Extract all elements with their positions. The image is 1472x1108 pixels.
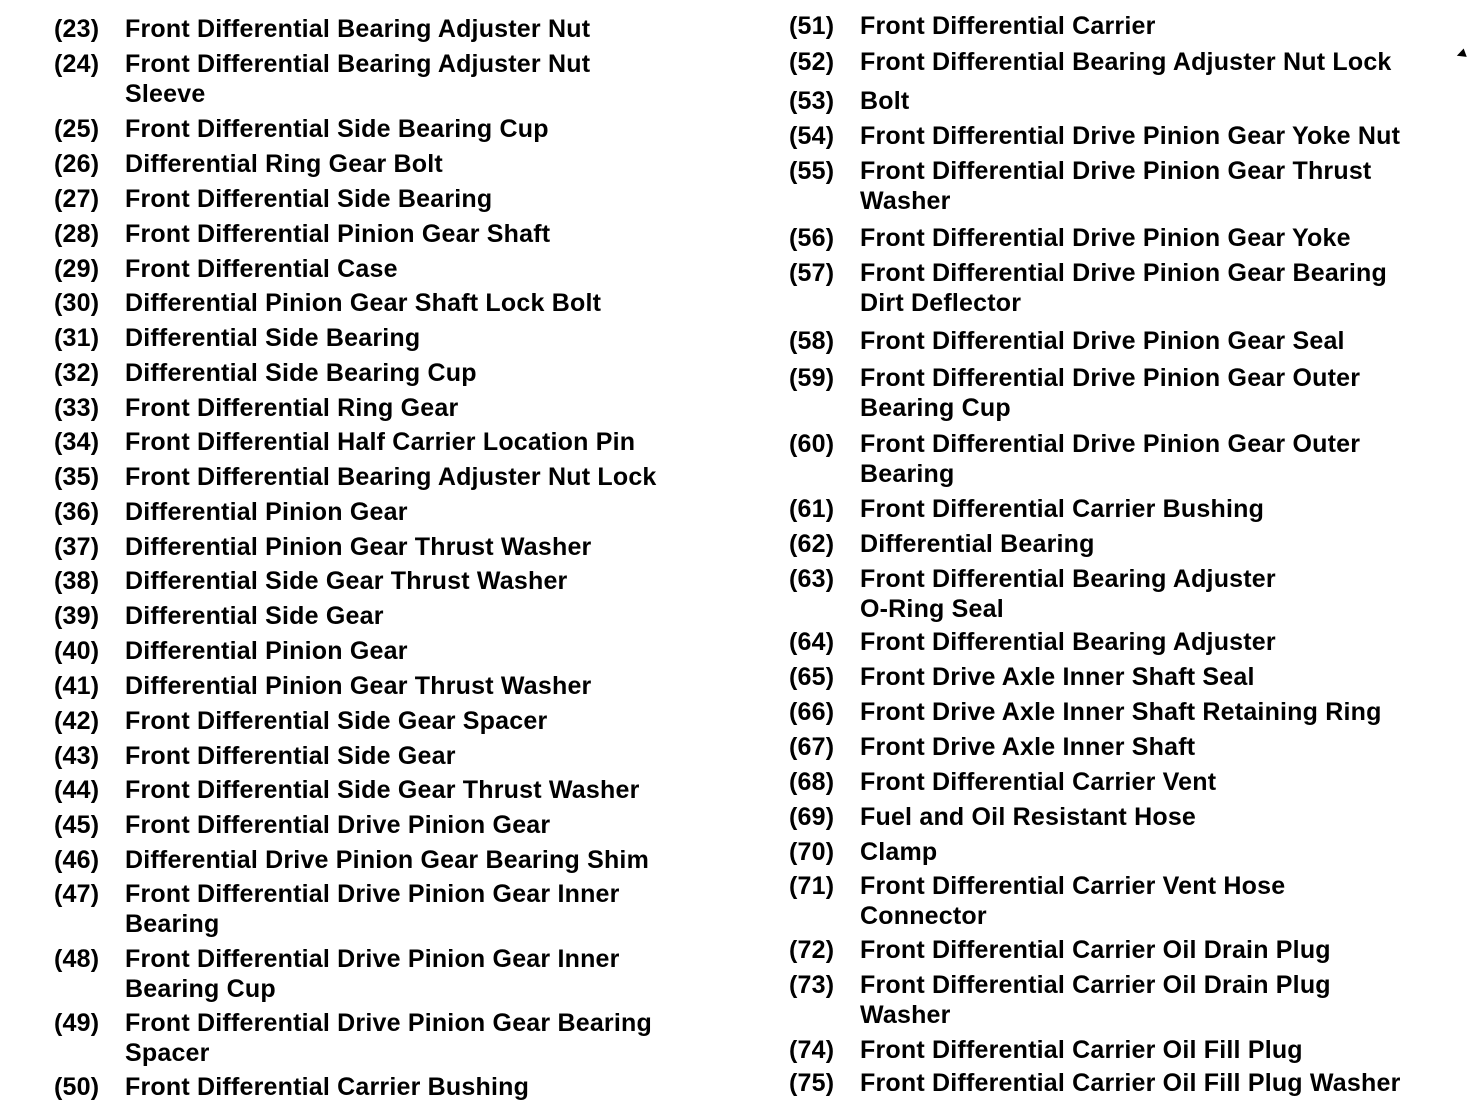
item-number: (48)	[54, 945, 100, 973]
item-number: (40)	[54, 637, 100, 665]
item-description: Differential Side Gear	[125, 602, 384, 630]
item-number: (51)	[789, 12, 835, 40]
list-item	[54, 49, 590, 109]
item-number: (67)	[789, 733, 835, 761]
item-number: (31)	[54, 324, 100, 352]
list-item	[54, 149, 443, 179]
item-number: (73)	[789, 971, 835, 999]
item-number: (32)	[54, 359, 100, 387]
list-item	[54, 1072, 529, 1102]
item-number: (47)	[54, 880, 100, 908]
list-item	[54, 845, 649, 875]
item-description: Front Differential Bearing Adjuster Nut Sleeve	[125, 50, 591, 108]
item-number: (23)	[54, 15, 100, 43]
item-description: Front Differential Carrier Oil Drain Plug	[860, 936, 1331, 964]
list-item	[789, 662, 1255, 692]
item-description: Bolt	[860, 87, 910, 115]
item-number: (65)	[789, 663, 835, 691]
item-number: (58)	[789, 327, 835, 355]
list-item	[789, 529, 1095, 559]
list-item	[789, 697, 1382, 727]
item-number: (46)	[54, 846, 100, 874]
list-item	[54, 566, 568, 596]
item-number: (43)	[54, 742, 100, 770]
list-item	[789, 86, 909, 116]
list-item	[54, 393, 458, 423]
item-description: Differential Pinion Gear Shaft Lock Bolt	[125, 289, 602, 317]
item-description: Front Differential Bearing Adjuster O-Ring Seal	[860, 565, 1276, 623]
list-item	[789, 564, 1276, 624]
list-item	[54, 323, 420, 353]
list-item	[789, 494, 1264, 524]
item-number: (37)	[54, 533, 100, 561]
list-item	[54, 775, 640, 805]
item-description: Front Differential Carrier Oil Drain Plug Washer	[860, 971, 1331, 1029]
item-description: Front Differential Side Bearing	[125, 185, 493, 213]
item-number: (74)	[789, 1036, 835, 1064]
list-item	[54, 1008, 652, 1068]
list-item	[54, 636, 408, 666]
list-item	[54, 601, 384, 631]
item-number: (59)	[789, 364, 835, 392]
item-description: Differential Side Gear Thrust Washer	[125, 567, 568, 595]
item-description: Fuel and Oil Resistant Hose	[860, 803, 1197, 831]
item-description: Front Differential Half Carrier Location Pin	[125, 428, 636, 456]
item-number: (27)	[54, 185, 100, 213]
list-item	[789, 223, 1351, 253]
item-number: (45)	[54, 811, 100, 839]
item-description: Front Differential Drive Pinion Gear Yoke	[860, 224, 1351, 252]
list-item	[54, 879, 620, 939]
list-item	[789, 258, 1387, 318]
list-item	[789, 802, 1196, 832]
item-number: (60)	[789, 430, 835, 458]
item-description: Differential Ring Gear Bolt	[125, 150, 443, 178]
list-item	[54, 427, 635, 457]
item-description: Differential Pinion Gear	[125, 637, 408, 665]
list-item	[789, 767, 1216, 797]
item-description: Front Differential Side Gear	[125, 742, 456, 770]
item-description: Front Differential Bearing Adjuster	[860, 628, 1276, 656]
item-description: Front Differential Bearing Adjuster Nut Lock	[125, 463, 657, 491]
item-number: (39)	[54, 602, 100, 630]
item-description: Front Differential Drive Pinion Gear Inner Bearing Cup	[125, 945, 620, 1003]
item-number: (75)	[789, 1069, 835, 1097]
item-description: Front Differential Side Bearing Cup	[125, 115, 549, 143]
item-description: Front Differential Carrier Bushing	[860, 495, 1265, 523]
list-item	[54, 741, 456, 771]
item-number: (36)	[54, 498, 100, 526]
list-item	[54, 810, 550, 840]
item-number: (35)	[54, 463, 100, 491]
list-item	[54, 671, 591, 701]
item-description: Front Differential Drive Pinion Gear Thrust Washer	[860, 157, 1372, 215]
list-item	[789, 326, 1345, 356]
item-number: (70)	[789, 838, 835, 866]
item-description: Front Differential Bearing Adjuster Nut Lock	[860, 48, 1392, 76]
list-item	[54, 14, 590, 44]
item-number: (25)	[54, 115, 100, 143]
item-description: Front Differential Drive Pinion Gear Outer Bearing Cup	[860, 364, 1361, 422]
item-description: Front Differential Carrier	[860, 12, 1156, 40]
item-number: (26)	[54, 150, 100, 178]
item-description: Differential Side Bearing	[125, 324, 421, 352]
item-number: (54)	[789, 122, 835, 150]
list-item	[789, 11, 1156, 41]
item-description: Front Differential Bearing Adjuster Nut	[125, 15, 591, 43]
list-item	[54, 288, 601, 318]
item-description: Front Differential Drive Pinion Gear	[125, 811, 551, 839]
item-description: Front Differential Carrier Bushing	[125, 1073, 530, 1101]
item-number: (71)	[789, 872, 835, 900]
item-number: (68)	[789, 768, 835, 796]
item-number: (42)	[54, 707, 100, 735]
list-item	[54, 497, 408, 527]
page-mark: ◂	[1452, 42, 1469, 64]
item-number: (66)	[789, 698, 835, 726]
item-description: Front Differential Carrier Vent	[860, 768, 1217, 796]
item-number: (64)	[789, 628, 835, 656]
list-item	[789, 1068, 1401, 1098]
item-number: (61)	[789, 495, 835, 523]
item-description: Clamp	[860, 838, 938, 866]
item-number: (55)	[789, 157, 835, 185]
item-number: (56)	[789, 224, 835, 252]
item-number: (30)	[54, 289, 100, 317]
item-number: (63)	[789, 565, 835, 593]
list-item	[789, 871, 1285, 931]
item-description: Front Differential Pinion Gear Shaft	[125, 220, 551, 248]
item-number: (72)	[789, 936, 835, 964]
item-number: (29)	[54, 255, 100, 283]
item-description: Front Drive Axle Inner Shaft Retaining Ring	[860, 698, 1382, 726]
list-item	[54, 254, 398, 284]
item-description: Differential Pinion Gear Thrust Washer	[125, 672, 592, 700]
item-number: (44)	[54, 776, 100, 804]
list-item	[789, 429, 1360, 489]
item-description: Differential Bearing	[860, 530, 1095, 558]
item-description: Front Differential Drive Pinion Gear Bearing Spacer	[125, 1009, 652, 1067]
item-number: (49)	[54, 1009, 100, 1037]
item-description: Front Differential Carrier Oil Fill Plug Washer	[860, 1069, 1401, 1097]
item-description: Front Differential Drive Pinion Gear Yoke Nut	[860, 122, 1401, 150]
item-number: (69)	[789, 803, 835, 831]
item-number: (57)	[789, 259, 835, 287]
list-item	[54, 184, 492, 214]
item-number: (62)	[789, 530, 835, 558]
list-item	[54, 462, 657, 492]
list-item	[54, 706, 547, 736]
list-item	[54, 219, 550, 249]
list-item	[54, 114, 549, 144]
item-description: Front Drive Axle Inner Shaft	[860, 733, 1196, 761]
item-description: Front Differential Side Gear Spacer	[125, 707, 548, 735]
list-item	[789, 47, 1392, 77]
list-item	[789, 363, 1360, 423]
item-description: Front Differential Carrier Oil Fill Plug	[860, 1036, 1303, 1064]
list-item	[54, 532, 591, 562]
item-description: Front Differential Drive Pinion Gear Bearing Dirt Deflector	[860, 259, 1387, 317]
list-item	[789, 970, 1331, 1030]
list-item	[789, 1035, 1303, 1065]
item-number: (50)	[54, 1073, 100, 1101]
list-item	[54, 944, 620, 1004]
item-description: Front Differential Drive Pinion Gear Seal	[860, 327, 1345, 355]
item-number: (28)	[54, 220, 100, 248]
item-description: Differential Pinion Gear Thrust Washer	[125, 533, 592, 561]
item-description: Front Differential Case	[125, 255, 398, 283]
item-description: Front Differential Drive Pinion Gear Inner Bearing	[125, 880, 620, 938]
item-description: Differential Drive Pinion Gear Bearing Shim	[125, 846, 650, 874]
item-description: Front Drive Axle Inner Shaft Seal	[860, 663, 1255, 691]
list-item	[789, 156, 1371, 216]
item-description: Front Differential Drive Pinion Gear Outer Bearing	[860, 430, 1361, 488]
item-number: (24)	[54, 50, 100, 78]
list-item	[789, 627, 1276, 657]
item-number: (38)	[54, 567, 100, 595]
item-description: Front Differential Ring Gear	[125, 394, 459, 422]
item-number: (53)	[789, 87, 835, 115]
item-number: (34)	[54, 428, 100, 456]
list-item	[789, 935, 1331, 965]
list-item	[789, 837, 937, 867]
item-number: (33)	[54, 394, 100, 422]
list-item	[789, 121, 1400, 151]
list-item	[789, 732, 1195, 762]
item-description: Differential Pinion Gear	[125, 498, 408, 526]
item-number: (41)	[54, 672, 100, 700]
item-description: Front Differential Side Gear Thrust Washer	[125, 776, 640, 804]
item-description: Differential Side Bearing Cup	[125, 359, 477, 387]
list-item	[54, 358, 477, 388]
item-number: (52)	[789, 48, 835, 76]
item-description: Front Differential Carrier Vent Hose Connector	[860, 872, 1286, 930]
